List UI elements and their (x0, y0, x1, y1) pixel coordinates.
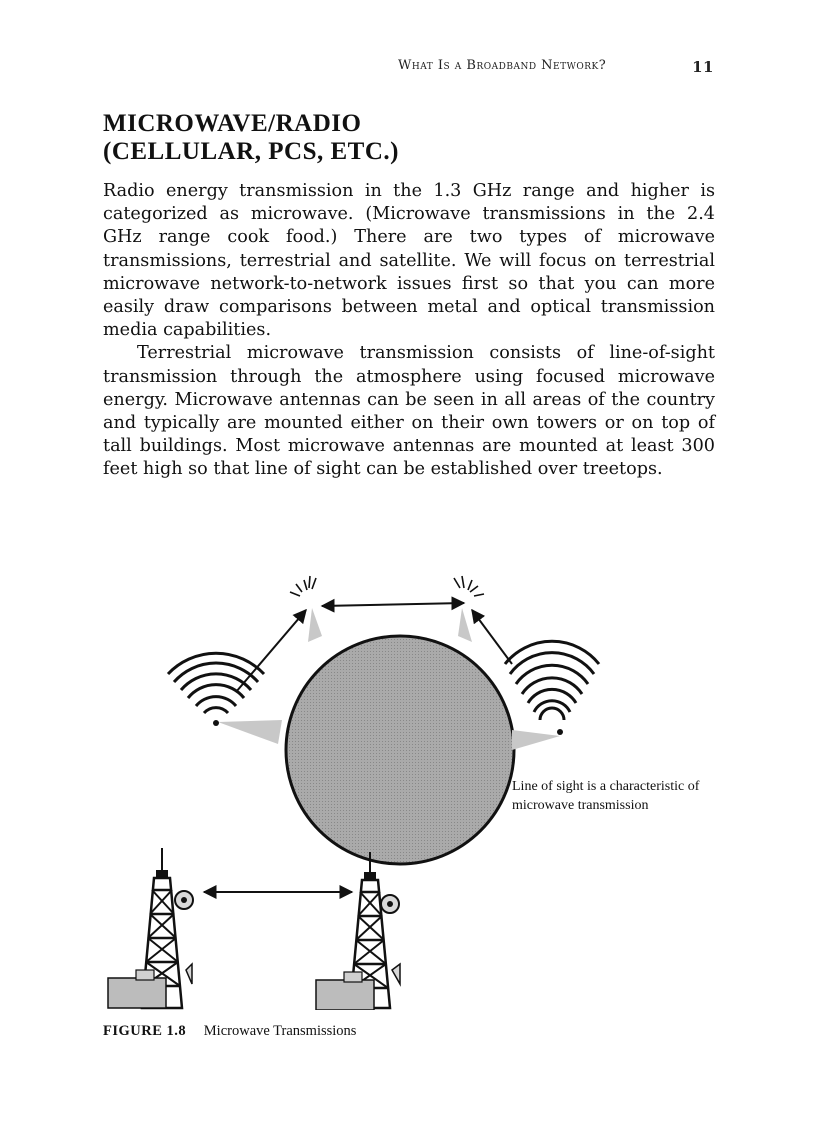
section-heading-line-2: (CELLULAR, PCS, ETC.) (103, 138, 399, 165)
right-uplink-arrow (472, 610, 512, 664)
running-head (398, 58, 714, 76)
top-line-of-sight-arrow (322, 603, 464, 606)
right-antenna (512, 729, 563, 750)
right-equipment-building (316, 980, 374, 1010)
left-equipment-building (108, 978, 166, 1008)
running-head-title: What Is a Broadband Network? (398, 58, 607, 73)
right-radio-waves (505, 641, 599, 720)
paragraph-terrestrial-microwave: Terrestrial microwave transmission consists of line-of-sight transmission through the atmosphere using focused microwave energy. Microwave antennas can be seen in all areas of the country and typically are mounted either on their own towers or on top of tall buildings. Most microwave antennas are mounted at least 300 feet high so that line of sight can be established over treetops. (103, 343, 715, 480)
figure-microwave-transmissions (100, 570, 720, 1010)
left-uplink-arrow (236, 610, 306, 692)
figure-caption-text: Microwave Transmissions (203, 1023, 357, 1039)
earth-globe (286, 636, 514, 864)
paragraph-microwave-definition: Radio energy transmission in the 1.3 GHz range and higher is categorized as microwave. (Microwave transmissions in the 2.4 GHz range cook food.) There are two types of microwave transmissions, terrestrial and satellite. We will focus on terrestrial microwave network-to-network issues first so that you can more easily draw comparisons between metal and optical transmission media capabilities. (103, 181, 715, 341)
left-microwave-tower (108, 848, 193, 1008)
left-antenna (213, 720, 282, 744)
figure-annotation: Line of sight is a characteristic of microwave transmission (512, 779, 700, 813)
figure-caption-label: FIGURE 1.8 (103, 1023, 187, 1039)
section-heading-line-1: MICROWAVE/RADIO (103, 110, 362, 137)
left-radio-waves (168, 653, 264, 713)
figure-caption (103, 1023, 356, 1040)
right-microwave-tower (316, 852, 400, 1010)
body-text (103, 180, 715, 482)
page-number: 11 (692, 58, 714, 76)
section-heading (103, 110, 715, 166)
top-left-antenna (290, 576, 322, 642)
top-right-antenna (454, 576, 484, 642)
